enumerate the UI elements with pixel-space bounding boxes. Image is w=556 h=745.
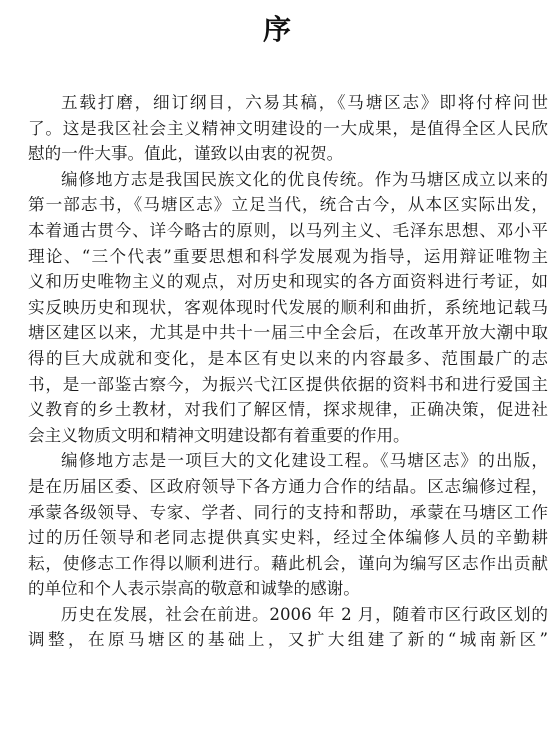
text-line: 书，是一部鉴古察今，为振兴弋江区提供依据的资料书和进行爱国主 [28, 374, 548, 394]
text-line: 义和历史唯物主义的观点，对历史和现实的各方面资料进行考证，如 [28, 272, 548, 292]
text-line: 编修地方志是一项巨大的文化建设工程。《马塘区志》的出版， [61, 451, 548, 471]
text-line: 过的历任领导和老同志提供真实史料，经过全体编修人员的辛勤耕 [28, 528, 548, 548]
text-line: 慰的一件大事。值此，谨致以由衷的祝贺。 [28, 144, 344, 164]
text-line: 编修地方志是我国民族文化的优良传统。作为马塘区成立以来的 [61, 169, 548, 189]
text-line: 的单位和个人表示崇高的敬意和诚挚的感谢。 [28, 579, 360, 599]
text-line: 了。这是我区社会主义精神文明建设的一大成果，是值得全区人民欣 [28, 118, 548, 138]
text-line: 五载打磨，细订纲目，六易其稿，《马塘区志》即将付梓问世 [61, 93, 548, 112]
text-line: 调整，在原马塘区的基础上，又扩大组建了新的“城南新区” [28, 630, 548, 650]
page-title: 序 [262, 13, 293, 46]
text-line: 得的巨大成就和变化，是本区有史以来的内容最多、范围最广的志 [28, 348, 548, 368]
text-line: 理论、“三个代表”重要思想和科学发展观为指导，运用辩证唯物主 [28, 246, 548, 266]
text-line: 实反映历史和现状，客观体现时代发展的顺利和曲折，系统地记载马 [28, 297, 548, 317]
text-line: 义教育的乡土教材，对我们了解区情，探求规律，正确决策，促进社 [28, 400, 548, 420]
text-line: 会主义物质文明和精神文明建设都有着重要的作用。 [28, 425, 410, 445]
text-line: 耘，使修志工作得以顺利进行。藉此机会，谨向为编写区志作出贡献 [28, 553, 548, 573]
preface-body [28, 90, 548, 653]
text-line: 塘区建区以来，尤其是中共十一届三中全会后，在改革开放大潮中取 [28, 323, 548, 343]
text-line: 历史在发展，社会在前进。2006 年 2 月，随着市区行政区划的 [61, 604, 548, 624]
text-line: 承蒙各级领导、专家、学者、同行的支持和帮助，承蒙在马塘区工作 [28, 502, 548, 522]
text-line: 第一部志书，《马塘区志》立足当代，统合古今，从本区实际出发， [28, 195, 548, 215]
text-line: 本着通古贯今、详今略古的原则，以马列主义、毛泽东思想、邓小平 [28, 220, 548, 240]
text-line: 是在历届区委、区政府领导下各方通力合作的结晶。区志编修过程， [28, 476, 548, 496]
